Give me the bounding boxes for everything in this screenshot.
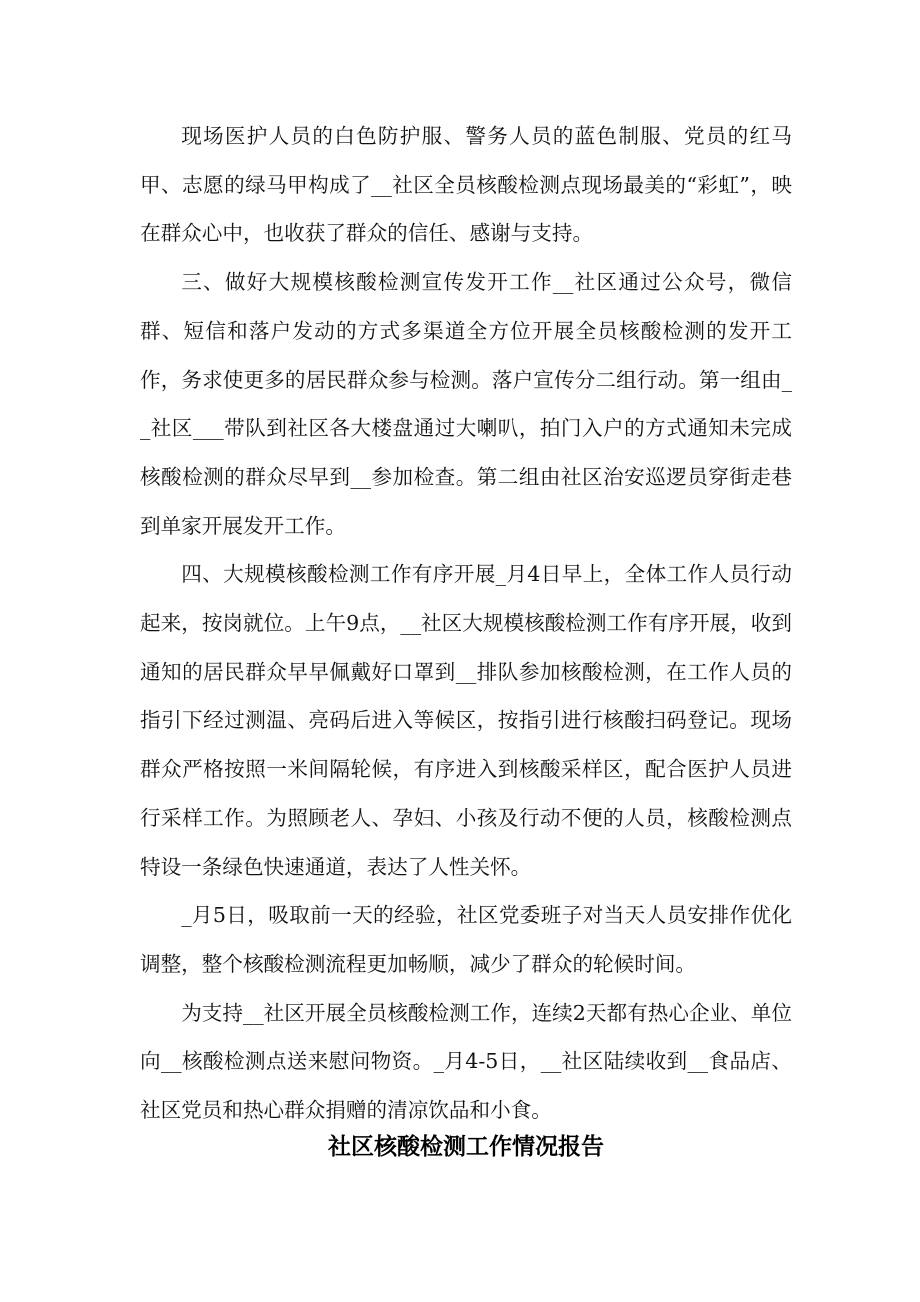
paragraph-medical-staff: 现场医护人员的白色防护服、警务人员的蓝色制服、党员的红马甲、志愿的绿马甲构成了__社区全员核酸检测点现场最美的“彩虹”，映在群众心中，也收获了群众的信任、感谢与支持。 xyxy=(140,124,792,246)
paragraph-testing-orderly: 四、大规模核酸检测工作有序开展_月4日早上，全体工作人员行动起来，按岗就位。上午9点，__社区大规模核酸检测工作有序开展，收到通知的居民群众早早佩戴好口罩到__排队参加核酸检测，在工作人员的指引下经过测温、亮码后进入等候区，按指引进行核酸扫码登记。现场群众严格按照一米间隔轮候，有序进入到核酸采样区，配合医护人员进行采样工作。为照顾老人、孕妇、小孩及行动不便的人员，核酸检测点特设一条绿色快速通道，表达了人性关怀。 xyxy=(140,562,792,879)
document-body xyxy=(140,112,792,1135)
paragraph-support-donations: 为支持__社区开展全员核酸检测工作，连续2天都有热心企业、单位向__核酸检测点送来慰问物资。_月4-5日，__社区陆续收到__食品店、社区党员和热心群众捐赠的清凉饮品和小食。 xyxy=(140,1000,792,1123)
paragraph-day-five: _月5日，吸取前一天的经验，社区党委班子对当天人员安排作优化调整，整个核酸检测流程更加畅顺，减少了群众的轮候时间。 xyxy=(140,903,792,976)
paragraph-publicity: 三、做好大规模核酸检测宣传发开工作__社区通过公众号，微信群、短信和落户发动的方式多渠道全方位开展全员核酸检测的发开工作，务求使更多的居民群众参与检测。落户宣传分二组行动。第一组由__社区___带队到社区各大楼盘通过大喇叭，拍门入户的方式通知未完成核酸检测的群众尽早到__参加检查。第二组由社区治安巡逻员穿街走巷到单家开展发开工作。 xyxy=(140,270,792,538)
report-title: 社区核酸检测工作情况报告 xyxy=(328,1134,604,1160)
